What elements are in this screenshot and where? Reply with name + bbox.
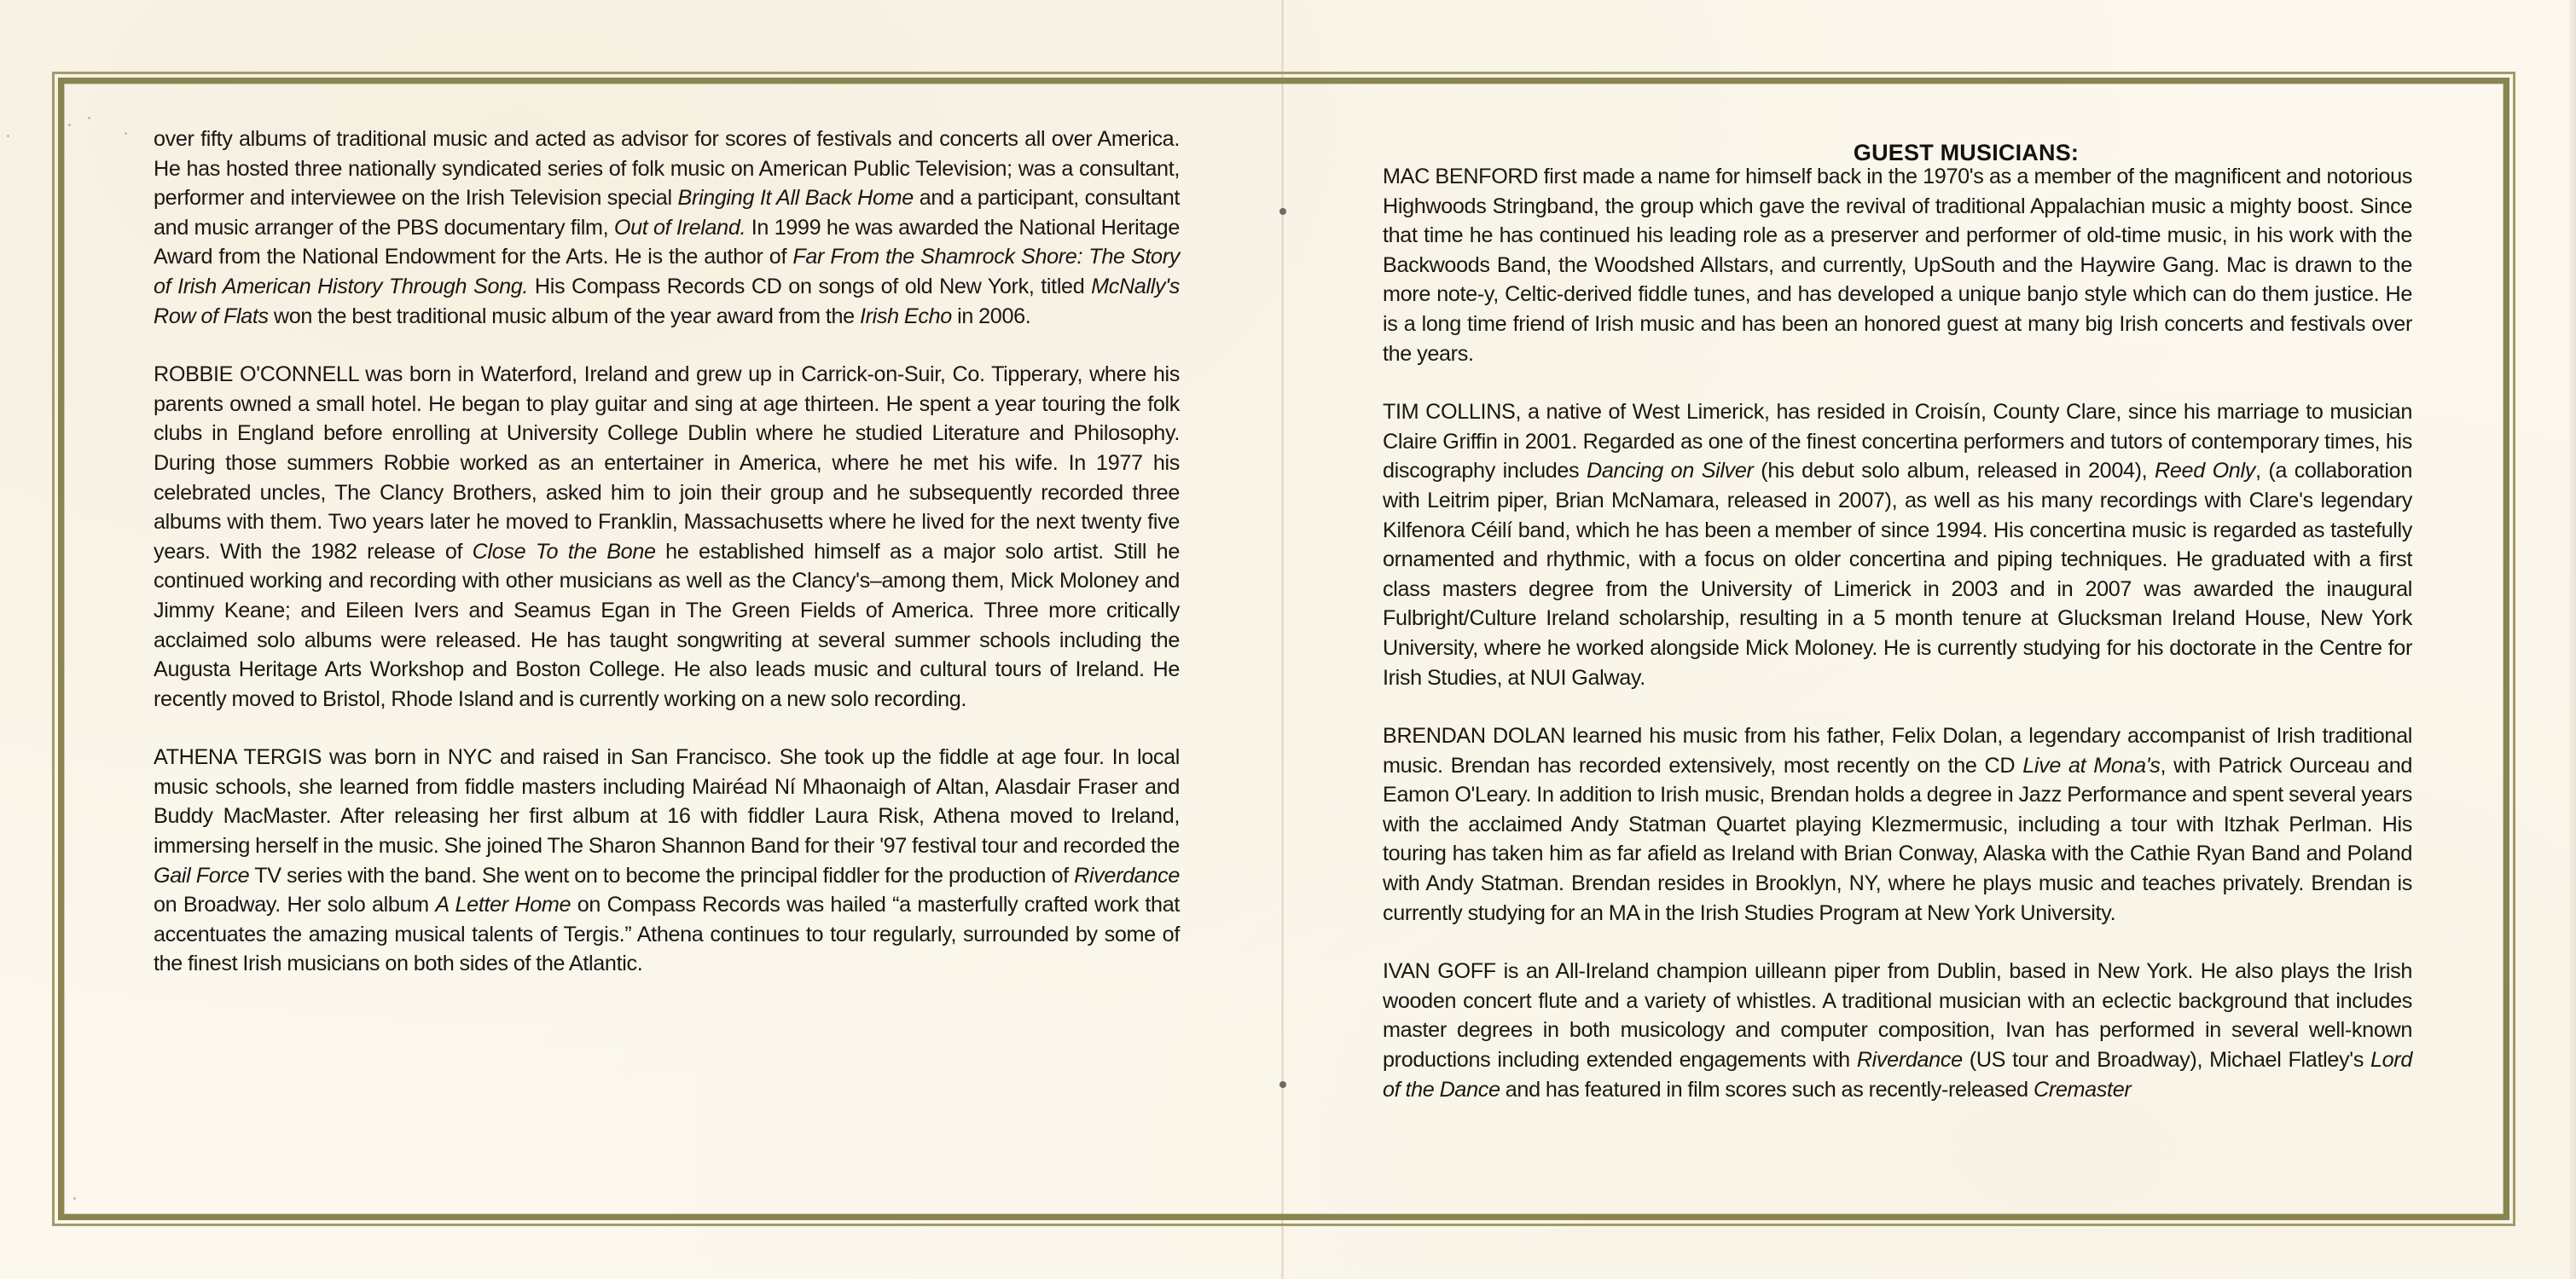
text-run: ATHENA TERGIS was born in NYC and raised in San Francisco. She took up the fiddle at age four. In local music schools, she learned from fiddle masters including Mairéad Ní Mhaonaigh of Altan, Alasdair Fraser and Buddy MacMaster. After releasing her first album at 16 with fiddler Laura Risk, Athena moved to Ireland, immersing herself in the music. She joined The Sharon Shannon Band for their '97 festival tour and recorded the: [154, 745, 1180, 859]
italic-title: Live at Mona's: [2022, 753, 2161, 778]
bio-paragraph-tim-collins: [1383, 397, 2412, 692]
text-run: in 2006.: [951, 304, 1031, 328]
text-run: BRENDAN DOLAN learned his music from his father, Felix Dolan, a legendary accompanist of Irish traditional music. Brendan has recorded extensively, most recently on the CD: [1383, 724, 2412, 778]
bio-paragraph-mac-benford: [1383, 162, 2412, 368]
section-heading-guest-musicians: GUEST MUSICIANS:: [1853, 140, 2080, 166]
text-run: on Broadway. Her solo album: [154, 893, 436, 917]
bio-paragraph-athena-tergis: [154, 743, 1180, 979]
italic-title: Close To the Bone: [472, 539, 656, 564]
text-run: , (a collaboration with Leitrim piper, Brian McNamara, released in 2007), as well as his many recordings with Clare's legendary Kilfenora Céilí band, which he has been a member of since 1994. His concertina music is regarded as tastefully ornamented and rhythmic, with a focus on older concertina and piping techniques. He graduated with a first class masters degree from the University of Limerick in 2003 and in 2007 was awarded the inaugural Fulbright/Culture Ireland scholarship, resulting in a 5 month tenure at Glucksman Ireland House, New York University, where he worked alongside Mick Moloney. He is currently studying for his doctorate in the Centre for Irish Studies, at NUI Galway.: [1383, 459, 2412, 690]
text-run: IVAN GOFF is an All-Ireland champion uilleann piper from Dublin, based in New York. He also plays the Irish wooden concert flute and a variety of whistles. A traditional musician with an eclectic background that includes master degrees in both musicology and computer composition, Ivan has performed in several well-known productions including extended engagements with: [1383, 959, 2412, 1073]
bio-paragraph-brendan-dolan: [1383, 721, 2412, 928]
bio-paragraph-ivan-goff: [1383, 957, 2412, 1104]
italic-title: Lord of the Dance: [1383, 1048, 2412, 1102]
italic-title: Riverdance: [1074, 863, 1180, 888]
left-column-text: [154, 124, 1180, 979]
bio-paragraph-continued: [154, 124, 1180, 331]
italic-title: A Letter Home: [435, 893, 571, 917]
text-run: over fifty albums of traditional music and acted as advisor for scores of festivals and concerts all over America. He has hosted three nationally syndicated series of folk music on American Public Television; was a consultant, performer and interviewee on the Irish Television special: [154, 127, 1180, 211]
text-run: TIM COLLINS, a native of West Limerick, has resided in Croisín, County Clare, since his marriage to musician Claire Griffin in 2001. Regarded as one of the finest concertina performers and tutors of contemporary times, his discography includes: [1383, 400, 2412, 483]
left-page: [0, 0, 1284, 1279]
text-run: (US tour and Broadway), Michael Flatley's: [1962, 1048, 2370, 1073]
text-run: His Compass Records CD on songs of old New York, titled: [528, 274, 1092, 298]
text-run: on Compass Records was hailed “a masterfully crafted work that accentuates the amazing musical talents of Tergis.” Athena continues to tour regularly, surrounded by some of the finest Irish musicians on both sides of the Atlantic.: [154, 893, 1181, 976]
text-run: In 1999 he was awarded the National Heritage Award from the National Endowment for the Arts. He is the author of: [154, 215, 1180, 269]
right-column-text: [1383, 162, 2412, 1104]
italic-title: Reed Only: [2155, 459, 2255, 483]
text-run: , with Patrick Ourceau and Eamon O'Leary. In addition to Irish music, Brendan holds a degree in Jazz Performance and spent several years with the acclaimed Andy Statman Quartet playing Klezmermusic, including a tour with Itzhak Perlman. His touring has taken him as far afield as Ireland with Brian Conway, Alaska with the Cathie Ryan Band and Poland with Andy Statman. Brendan resides in Brooklyn, NY, where he plays music and teaches privately. Brendan is currently studying for an MA in the Irish Studies Program at New York University.: [1383, 753, 2413, 925]
text-run: ROBBIE O'CONNELL was born in Waterford, Ireland and grew up in Carrick-on-Suir, Co. Tipperary, where his parents owned a small hotel. He began to play guitar and sing at age thirteen. He spent a year touring the folk clubs in England before enrolling at University College Dublin where he studied Literature and Philosophy. During those summers Robbie worked as an entertainer in America, where he met his wife. In 1977 his celebrated uncles, The Clancy Brothers, asked him to join their group and he subsequently recorded three albums with them. Two years later he moved to Franklin, Massachusetts where he lived for the next twenty five years. With the 1982 release of: [154, 362, 1180, 564]
italic-title: Gail Force: [154, 863, 250, 888]
text-run: and a participant, consultant and music arranger of the PBS documentary film,: [154, 186, 1180, 240]
text-run: he established himself as a major solo artist. Still he continued working and recording with other musicians as well as the Clancy's–among them, Mick Moloney and Jimmy Keane; and Eileen Ivers and Seamus Egan in The Green Fields of America. Three more critically acclaimed solo albums were released. He has taught songwriting at several summer schools including the Augusta Heritage Arts Workshop and Boston College. He also leads music and cultural tours of Ireland. He recently moved to Bristol, Rhode Island and is currently working on a new solo recording.: [154, 539, 1180, 711]
italic-title: Irish Echo: [859, 304, 952, 328]
text-run: MAC BENFORD first made a name for himself back in the 1970's as a member of the magnificent and notorious Highwoods Stringband, the group which gave the revival of traditional Appalachian music a mighty boost. Since that time he has continued his leading role as a preserver and performer of old-time music, in his work with the Backwoods Band, the Woodshed Allstars, and currently, UpSouth and the Haywire Gang. Mac is drawn to the more note-y, Celtic-derived fiddle tunes, and has developed a unique banjo style which can do them justice. He is a long time friend of Irish music and has been an honored guest at many big Irish concerts and festivals over the years.: [1383, 165, 2412, 366]
text-run: TV series with the band. She went on to become the principal fiddler for the production of: [249, 863, 1075, 888]
italic-title: Cremaster: [2033, 1077, 2132, 1102]
italic-title: Bringing It All Back Home: [677, 186, 914, 211]
bio-paragraph-robbie-oconnell: [154, 360, 1180, 714]
italic-title: Far From the Shamrock Shore: The Story of Irish American History Through Song.: [154, 245, 1180, 298]
italic-title: Out of Ireland.: [613, 215, 746, 240]
text-run: won the best traditional music album of the year award from the: [268, 304, 860, 328]
italic-title: Dancing on Silver: [1587, 459, 1754, 483]
text-run: and has featured in film scores such as recently-released: [1500, 1077, 2034, 1102]
right-page: [1284, 0, 2576, 1279]
text-run: (his debut solo album, released in 2004),: [1753, 459, 2155, 483]
italic-title: Riverdance: [1856, 1048, 1963, 1073]
italic-title: McNally's Row of Flats: [154, 274, 1180, 328]
